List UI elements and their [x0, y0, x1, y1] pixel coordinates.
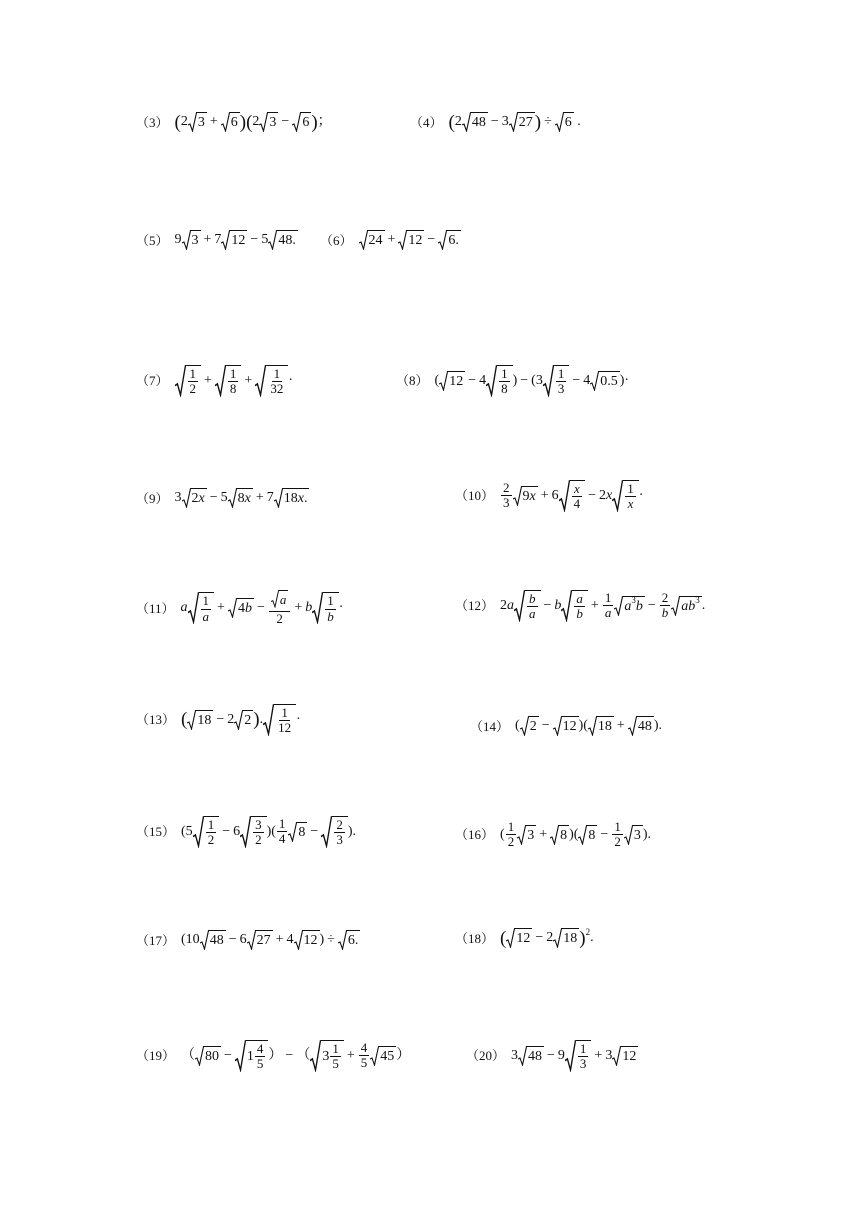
problem-9: （9） 3 2 x − 5 8 x + 7 18 x .	[136, 490, 308, 506]
problem-number: （10）	[455, 488, 495, 504]
problem-17: （17） (10 48 − 6 27 + 4 12 ) ÷ 6.	[136, 932, 359, 948]
problem-4: （4） ( 2 48 − 3 27 ) ÷ 6 .	[410, 111, 581, 133]
problem-16: （16） ( 1 2 3 + 8 )( 8 − $\frac{1}{2}$ 3 ).	[455, 819, 651, 850]
problem-19: （19） （ 80 − 1 4 5 ） − （ 3 1 5 + $\frac{4}{5}$ 45 ）	[136, 1040, 411, 1072]
problem-20: （20） 3 48 − 9 1 3 + 3 12	[466, 1041, 637, 1072]
problem-14: （14） ( 2 − 12 )( 18 + 48 ).	[470, 718, 662, 734]
problem-number: （18）	[455, 930, 495, 946]
problem-number: （4）	[410, 114, 443, 130]
problem-11: （11） a 1 a + 4 b − $\frac{a}{2}$ + b 1 b ·	[136, 591, 344, 627]
problem-6: （6） 24 + 12 − 6.	[320, 232, 459, 248]
problem-5: （5） 9 3 + 7 12 − 5 48.	[136, 232, 296, 248]
problem-15: （15） (5 1 2 − 6 3 2 )( 1 4 8 − 2 3 ).	[136, 816, 356, 848]
problem-number: （7）	[136, 373, 169, 389]
problem-number: （9）	[136, 490, 169, 506]
problem-18: （18） ( 12 − 2 18 ) 2 .	[455, 926, 594, 949]
problem-13: （13） ( 18 − 2 2 ) . 1 12 ·	[136, 705, 301, 736]
problem-3: （3） ( 2 3 + 6 )( 2 3 − 6 ) ；	[136, 111, 332, 133]
problem-number: （13）	[136, 712, 176, 728]
problem-number: （17）	[136, 932, 176, 948]
problem-10: （10） 2 3 9 x + 6 x 4 − 2 x 1 x ·	[455, 480, 644, 512]
problem-8: （8） ( 12 − 4 1 8 ) − (3 1 3 − 4 0.5 )·	[396, 366, 630, 397]
problem-number: （20）	[466, 1048, 506, 1064]
problem-number: （19）	[136, 1048, 176, 1064]
problem-number: （14）	[470, 718, 510, 734]
problem-number: （5）	[136, 232, 169, 248]
problem-number: （11）	[136, 600, 175, 616]
problem-number: （15）	[136, 824, 176, 840]
problem-12: （12） 2 a b a − b a b + $\frac{1}{a}$ a 3 b − $\frac{2}{b}$ ab 3 .	[455, 590, 706, 622]
problem-number: （6）	[320, 232, 353, 248]
problem-number: （3）	[136, 114, 169, 130]
problem-7: （7） 1 2 + 1 8 + 1 32 ·	[136, 366, 293, 397]
problem-number: （16）	[455, 827, 495, 843]
problem-number: （8）	[396, 373, 429, 389]
problem-number: （12）	[455, 598, 495, 614]
